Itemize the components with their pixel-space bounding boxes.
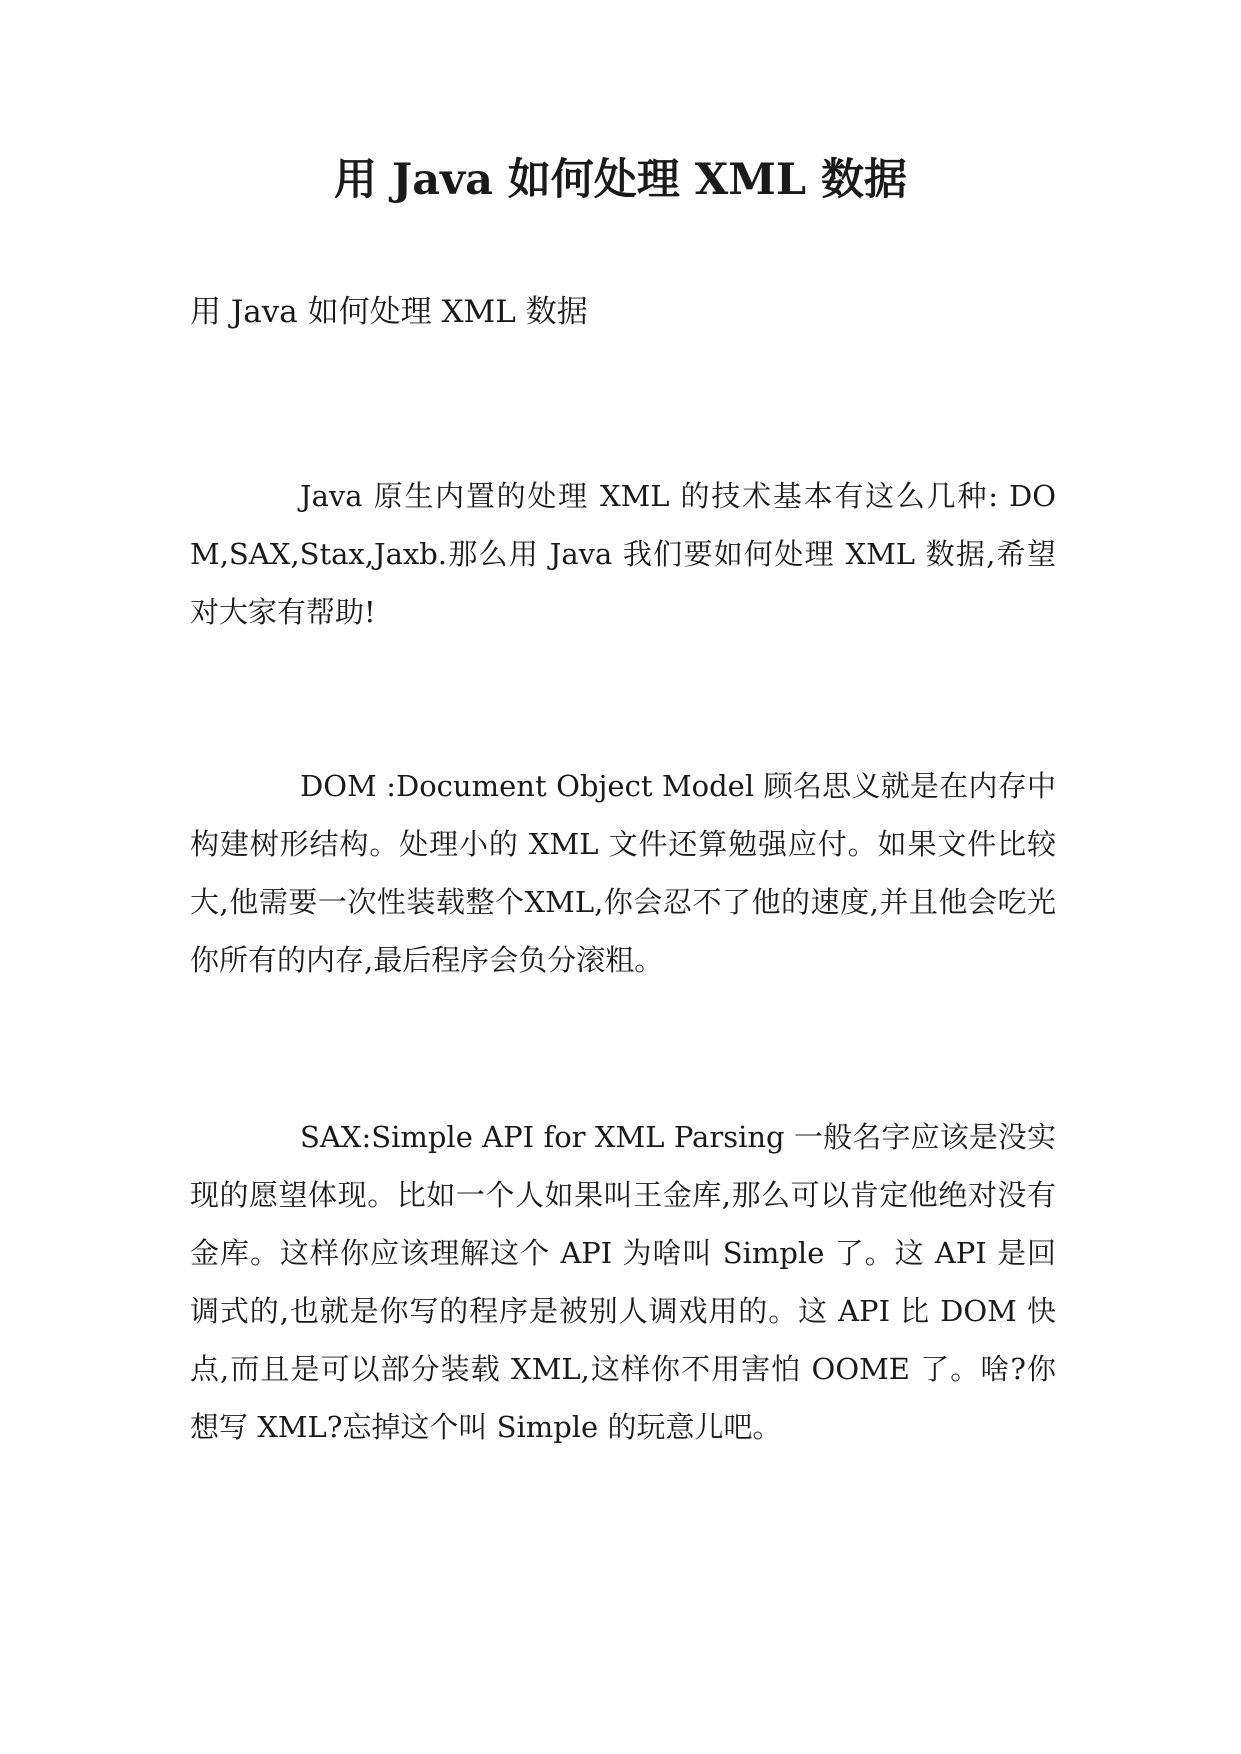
document-title: 用 Java 如何处理 XML 数据 <box>333 155 908 205</box>
paragraph-dom: DOM :Document Object Model 顾名思义就是在内存中构建树形结构。处理小的 XML 文件还算勉强应付。如果文件比较大,他需要一次性装载整个XML,你会忍不了他的速度,并且他会吃光你所有的内存,最后程序会负分滚粗。 <box>190 769 1056 977</box>
paragraph-sax: SAX:Simple API for XML Parsing 一般名字应该是没实现的愿望体现。比如一个人如果叫王金库,那么可以肯定他绝对没有金库。这样你应该理解这个 API 为啥叫 Simple 了。这 API 是回调式的,也就是你写的程序是被别人调戏用的。这 API 比 DOM 快点,而且是可以部分装载 XML,这样你不用害怕 OOME 了。啥?你想写 XML?忘掉这个叫 Simple 的玩意儿吧。 <box>190 1120 1056 1444</box>
document-subtitle: 用 Java 如何处理 XML 数据 <box>190 294 588 330</box>
paragraph-intro: Java 原生内置的处理 XML 的技术基本有这么几种: DOM,SAX,Stax,Jaxb.那么用 Java 我们要如何处理 XML 数据,希望对大家有帮助! <box>190 479 1056 629</box>
